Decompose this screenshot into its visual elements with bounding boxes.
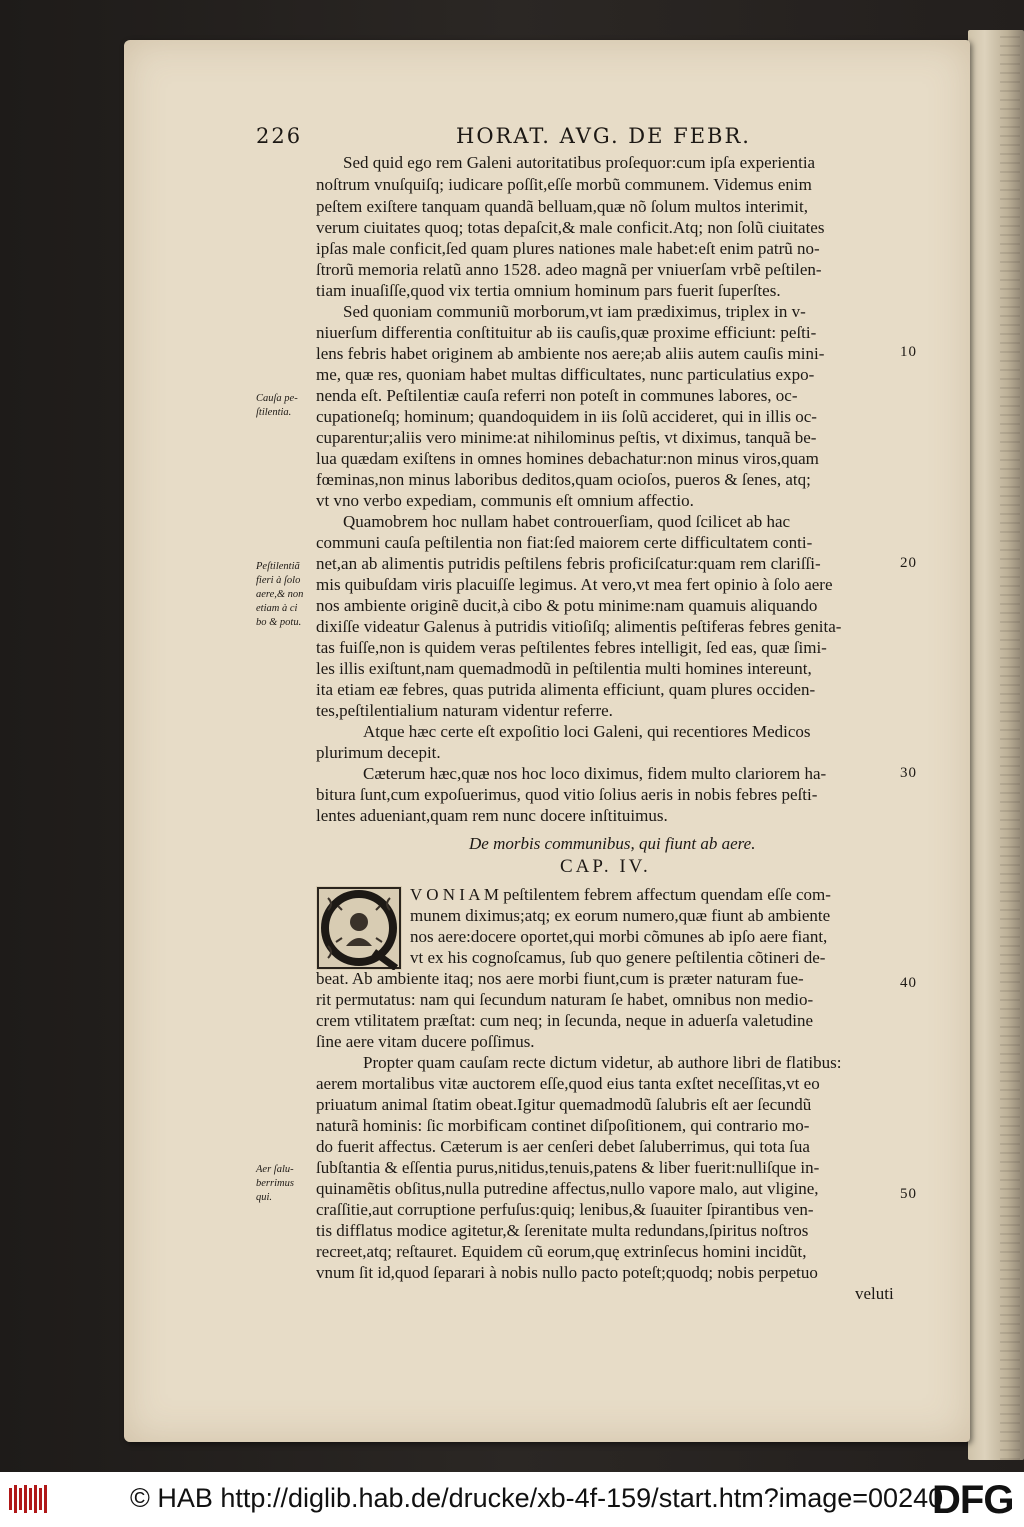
page-edge-stack	[968, 30, 1024, 1460]
marginal-line: Peſtilentiã	[256, 561, 300, 572]
marginal-line: Cauſa pe-	[256, 393, 298, 404]
text-line: Atque hæc certe eſt expoſitio loci Galeni, qui recentiores Medicos	[363, 722, 811, 741]
text-line: tes,peſtilentialium naturam videntur referre.	[316, 701, 613, 720]
text-line: bitura ſunt,cum expoſuerimus, quod vitio ſolius aeris in nobis febres peſti-	[316, 785, 818, 804]
text-line: nenda eſt. Peſtilentiæ cauſa referri non poteſt in communes labores, oc-	[316, 386, 798, 405]
text-line: fœminas,non minus laboribus deditos,quam ocioſos, pueros & ſenes, atq;	[316, 470, 811, 489]
chapter-heading: CAP. IV.	[560, 856, 651, 877]
text-line: Quamobrem hoc nullam habet controuerſiam, quod ſcilicet ab hac	[343, 512, 791, 531]
text-line: lentes adueniant,quam rem nunc docere inſtituimus.	[316, 806, 668, 825]
text-line: les illis exiſtunt,nam quemadmodũ in peſtilentia multi homines intereunt,	[316, 659, 812, 678]
marginal-line: berrimus	[256, 1178, 294, 1189]
line-number: 20	[900, 555, 917, 571]
text-line: communi cauſa peſtilentia non fiat:ſed maiorem certe difficultatem conti-	[316, 533, 813, 552]
text-line: munem diximus;atq; ex eorum numero,quæ fiunt ab ambiente	[410, 906, 831, 925]
chapter-subtitle: De morbis communibus, qui fiunt ab aere.	[469, 834, 756, 853]
text-line: tis difflatus modice agitetur,& ſerenitate multa redundans,ſpiritus noſtros	[316, 1221, 809, 1240]
text-line: tiam inuaſiſſe,quod vix tertia omnium hominum pars fuerit ſuperſtes.	[316, 281, 781, 300]
text-line: aerem mortalibus vitæ auctorem eſſe,quod eius tanta exſtet neceſſitas,vt eo	[316, 1074, 820, 1093]
text-line: naturã hominis: ſic morbificam continet diſpoſitionem, qui contrario mo-	[316, 1116, 810, 1135]
text-line: do fuerit affectus. Cæterum is aer cenſeri debet ſaluberrimus, qui tota ſua	[316, 1137, 810, 1156]
marginal-line: etiam à ci	[256, 603, 298, 614]
text-line: lua quædam exiſtens in omnes homines debachatur:non minus viros,quam	[316, 449, 819, 468]
line-number: 40	[900, 975, 917, 991]
page-number: 226	[256, 124, 303, 148]
text-line: craſſitie,aut corruptione perfuſus:quiq; lenibus,& ſuauiter ſpirantibus ven-	[316, 1200, 814, 1219]
line-number: 30	[900, 765, 917, 781]
catchword: veluti	[855, 1284, 894, 1303]
running-title: HORAT. AVG. DE FEBR.	[456, 124, 751, 148]
text-line: ſtrorũ memoria relatũ anno 1528. adeo magnã per vniuerſam vrbẽ peſtilen-	[316, 260, 822, 279]
text-line: beat. Ab ambiente itaq; nos aere morbi fiunt,cum is præter naturam fue-	[316, 969, 804, 988]
line-number: 10	[900, 344, 917, 360]
marginal-line: fieri à ſolo	[256, 575, 301, 586]
footer-bar	[0, 1472, 1024, 1527]
hab-logo-icon	[8, 1482, 50, 1516]
text-line: lens febris habet originem ab ambiente nos aere;ab aliis autem cauſis mini-	[316, 344, 825, 363]
text-line: noſtrum vnuſquiſq; iudicare poſſit,eſſe morbũ communem. Videmus enim	[316, 175, 812, 194]
text-line: vt ex his cognoſcamus, ſub quo genere peſtilentia cõtineri de-	[410, 948, 826, 967]
text-line: ipſas male conficit,ſed quam plures nationes male habet:eſt enim patrũ no-	[316, 239, 820, 258]
text-line: niuerſum differentia conſtituitur ab iis cauſis,quæ proxime efficiunt: peſti-	[316, 323, 817, 342]
decorated-initial-q-icon	[316, 886, 402, 970]
text-line: dixiſſe videatur Galenus à putridis vitioſiſq; alimentis peſtiferas febres genita-	[316, 617, 842, 636]
text-line: ſubſtantia & eſſentia purus,nitidus,tenuis,patens & liber fuerit:nulliſque in-	[316, 1158, 820, 1177]
page-edge-texture	[1000, 30, 1020, 1460]
text-line: plurimum decepit.	[316, 743, 441, 762]
text-line: mis quibuſdam viris placuiſſe legimus. At vero,vt mea fert opinio à ſolo aere	[316, 575, 833, 594]
text-line: recreet,atq; reſtauret. Equidem cũ eorum,quę extrinſecus homini incidũt,	[316, 1242, 807, 1261]
footer-url[interactable]: © HAB http://diglib.hab.de/drucke/xb-4f-159/start.htm?image=00240	[130, 1483, 944, 1513]
text-line: tas fuiſſe,non is quidem veras peſtilentes febres intelligit, ſed eas, quæ ſimi-	[316, 638, 827, 657]
text-line: Propter quam cauſam recte dictum videtur, ab authore libri de flatibus:	[363, 1053, 842, 1072]
dfg-logo: DFG	[932, 1478, 1014, 1522]
text-line: ita etiam eæ febres, quas putrida alimenta efficiunt, quam plures occiden-	[316, 680, 816, 699]
text-line: priuatum animal ſtatim obeat.Igitur quemadmodũ ſalubris eſt aer ſecundũ	[316, 1095, 812, 1114]
line-number: 50	[900, 1186, 917, 1202]
text-line: peſtem exiſtere tanquam quandã belluam,quæ nõ ſolum multos interimit,	[316, 197, 808, 216]
marginal-line: qui.	[256, 1192, 273, 1203]
marginal-line: aere,& non	[256, 589, 304, 600]
text-line: cupationeſq; hominum; quandoquidem in iis ſolũ accideret, qui in illis oc-	[316, 407, 817, 426]
text-line: ſine aere vitam ducere poſſimus.	[316, 1032, 535, 1051]
text-line: V O N I A M peſtilentem febrem affectum quendam eſſe com-	[410, 885, 831, 904]
marginal-line: bo & potu.	[256, 617, 302, 628]
text-line: nos aere:docere oportet,qui morbi cõmunes ab ipſo aere fiant,	[410, 927, 828, 946]
marginal-line: ſtilentia.	[256, 407, 292, 418]
text-line: cuparentur;aliis vero minime:at nihilominus peſtis, vt diximus, tanquã be-	[316, 428, 817, 447]
text-line: quinamẽtis obſitus,nulla putredine affectus,nullo vapore malo, aut vligine,	[316, 1179, 819, 1198]
text-line: me, quæ res, quoniam habet multas difficultates, nunc particulatius expo-	[316, 365, 815, 384]
text-line: rit permutatus: nam qui ſecundum naturam ſe habet, omnibus non medio-	[316, 990, 814, 1009]
text-line: Sed quid ego rem Galeni autoritatibus proſequor:cum ipſa experientia	[343, 153, 816, 172]
text-line: Cæterum hæc,quæ nos hoc loco diximus, fidem multo clariorem ha-	[363, 764, 827, 783]
text-line: Sed quoniam communiũ morborum,vt iam prædiximus, triplex in v-	[343, 302, 806, 321]
text-line: vnum ſit id,quod ſeparari à nobis nullo pacto poteſt;quodq; nobis perpetuo	[316, 1263, 818, 1282]
text-line: nos ambiente originẽ ducit,à cibo & potu minime:nam quamuis aliquando	[316, 596, 818, 615]
text-line: vt vno verbo expediam, communis eſt omnium affectio.	[316, 491, 694, 510]
marginal-line: Aer ſalu-	[256, 1164, 294, 1175]
text-line: verum ciuitates quoq; totas depaſcit,& male conficit.Atq; non ſolũ ciuitates	[316, 218, 825, 237]
text-line: net,an ab alimentis putridis peſtilens febris proficiſcatur:quam rem clariſſi-	[316, 554, 821, 573]
text-line: crem vtilitatem præſtat: cum neq; in ſecunda, neque in aduerſa valetudine	[316, 1011, 814, 1030]
